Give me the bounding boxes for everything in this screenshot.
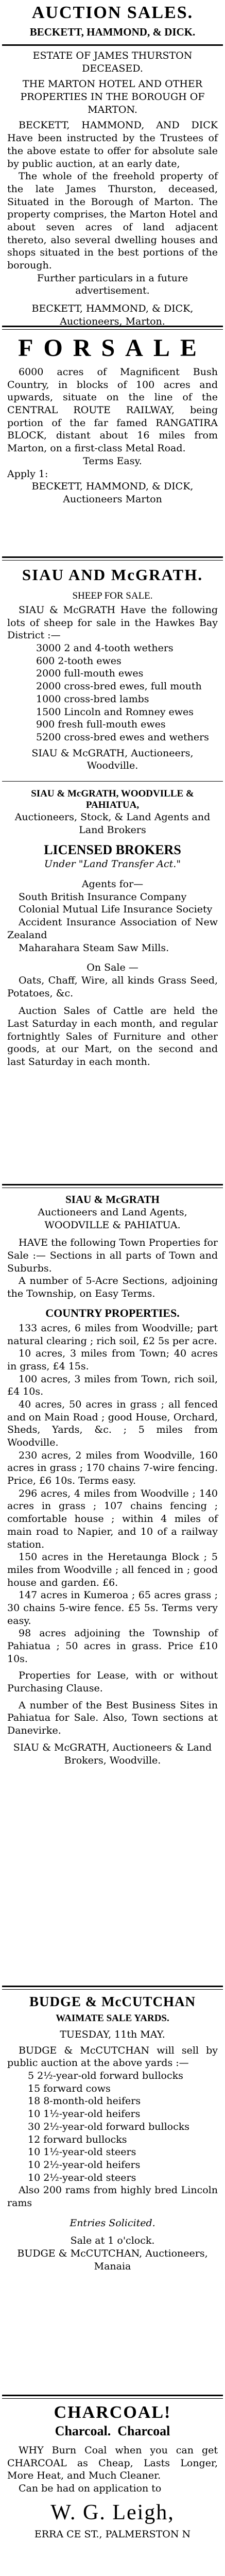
licensed-brokers-heading: LICENSED BROKERS — [44, 842, 181, 858]
sheep-lots — [7, 642, 218, 744]
rams-text: Also 200 rams from highly bred Lincoln rams — [7, 2184, 218, 2209]
sheep-intro: SIAU & McGRATH Have the following lots of sheep for sale in the Hawkes Bay District :— — [7, 604, 218, 641]
budge-intro: BUDGE & McCUTCHAN will sell by public auction at the above yards :— — [7, 2044, 218, 2069]
entries-solicited: Entries Solicited. — [70, 2217, 155, 2229]
divider — [2, 44, 223, 46]
leigh-address: ERRA CE ST., PALMERSTON N — [34, 2528, 191, 2540]
charcoal-title: CHARCOAL! — [54, 2403, 171, 2422]
auction-firm: BECKETT, HAMMOND, & DICK. — [29, 26, 196, 38]
sheep-for-sale-heading: SHEEP FOR SALE. — [72, 590, 153, 601]
sheep-lot: 2000 cross-bred ewes, full mouth — [36, 681, 202, 692]
cattle-lot: 10 2½-year-old heifers — [28, 2159, 141, 2171]
country-property: 98 acres adjoining the Township of Pahiatua ; 50 acres in grass. Price £10 10s. — [7, 1628, 218, 1665]
country-properties-heading: COUNTRY PROPERTIES. — [45, 1306, 180, 1319]
auction-signature: BECKETT, HAMMOND, & DICK, Auctioneers, Marton. — [31, 303, 194, 327]
country-property: 40 acres, 50 acres in grass ; all fenced and on Main Road ; good House, Orchard, Sheds, Yards, &c. ; 5 miles from Woodville. — [7, 1398, 218, 1448]
cattle-lot: 10 2½-year-old steers — [28, 2172, 136, 2183]
town-properties-intro: HAVE the following Town Properties for Sale :— Sections in all parts of Town and Suburbs. — [7, 1237, 218, 1274]
sheep-lot: 900 fresh full-mouth ewes — [36, 719, 166, 731]
divider — [2, 2395, 223, 2399]
auction-sales-body — [7, 49, 218, 328]
auction-paragraph: Further particulars in a future advertisement. — [37, 272, 188, 297]
agent-company: Colonial Mutual Life Insurance Society — [19, 904, 213, 916]
auction-paragraph: The whole of the freehold property of the late James Thurston, deceased, Situated in the Borough of Marton. The property comprises, the Marton Hotel and about seven acres of land adjacent thereto, also several dwelling houses and shops situated in the best portions of the borough. — [7, 171, 218, 271]
siau-properties-ad — [7, 1193, 218, 1767]
budge-title: BUDGE & McCUTCHAN — [29, 1994, 196, 2009]
sheep-lot: 1000 cross-bred lambs — [36, 693, 149, 705]
auction-sales-title: AUCTION SALES. — [31, 3, 194, 22]
for-sale-apply: Apply 1: — [7, 468, 48, 480]
on-sale-text: Oats, Chaff, Wire, all kinds Grass Seed, Potatoes, &c. — [7, 974, 218, 999]
cattle-lot: 10 1½-year-old steers — [28, 2146, 136, 2158]
country-property: 133 acres, 6 miles from Woodville; part natural clearing ; rich soil, £2 5s per acre. — [7, 1322, 218, 1347]
charcoal-application: Can be had on application to — [19, 2483, 162, 2495]
auction-sales-ad — [7, 4, 218, 39]
cattle-lot: 18 8-month-old heifers — [28, 2095, 141, 2107]
cattle-lot: 15 forward cows — [28, 2082, 111, 2094]
for-sale-ad — [7, 336, 218, 506]
country-properties-list — [7, 1322, 218, 1666]
divider — [2, 1986, 223, 1990]
sheep-lot: 600 2-tooth ewes — [36, 655, 122, 667]
charcoal-ad — [7, 2403, 218, 2540]
for-sale-signature: BECKETT, HAMMOND, & DICK, Auctioneers Marton — [31, 481, 194, 505]
lease-text: Properties for Lease, with or without Purchasing Clause. — [7, 1670, 218, 1694]
agent-company: Maharahara Steam Saw Mills. — [19, 942, 169, 954]
siau-agents-roles: Auctioneers, Stock, & Land Agents and Land Brokers — [14, 811, 211, 836]
waimate-sale-yards: WAIMATE SALE YARDS. — [56, 2013, 169, 2024]
country-property: 147 acres in Kumeroa ; 65 acres grass ; 30 chains 5-wire fence. £5 5s. Terms very easy. — [7, 1589, 218, 1626]
siau-agents-firm: SIAU & McGRATH, WOODVILLE & PAHIATUA, — [31, 788, 194, 810]
leigh-name: W. G. Leigh, — [50, 2500, 175, 2524]
agents-for-heading: Agents for— — [81, 878, 144, 890]
country-property: 10 acres, 3 miles from Town; 40 acres in grass, £4 15s. — [7, 1348, 218, 1372]
country-property: 230 acres, 2 miles from Woodville, 160 acres in grass ; 170 chains 7-wire fencing. Price, £6 10s. Terms easy. — [7, 1449, 218, 1487]
siau-agents-ad — [7, 788, 218, 1069]
cattle-lot: 5 2½-year-old forward bullocks — [28, 2070, 183, 2082]
sheep-signature: SIAU & McGRATH, Auctioneers, Woodville. — [31, 747, 194, 772]
auction-schedule-text: Auction Sales of Cattle are held the Last Saturday in each month, and regular fortnightly Sales of Furniture and other goods, at our Mart, on the second and last Saturday in each month. — [7, 1005, 218, 1067]
hotel-heading: THE MARTON HOTEL AND OTHER PROPERTIES IN THE BOROUGH OF MARTON. — [20, 78, 205, 115]
for-sale-terms: Terms Easy. — [83, 455, 142, 467]
estate-heading: ESTATE OF JAMES THURSTON DECEASED. — [32, 50, 193, 74]
sale-date: TUESDAY, 11th MAY. — [60, 2029, 165, 2040]
for-sale-paragraph: 6000 acres of Magnificent Bush Country, in blocks of 100 acres and upwards, situate on the line of the CENTRAL ROUTE RAILWAY, being portion of the far famed RANGATIRA BLOCK, distant about 16 miles from Marton, on a first-class Metal Road. — [7, 366, 218, 454]
divider — [2, 556, 223, 561]
town-sections-text: A number of 5-Acre Sections, adjoining the Township, on Easy Terms. — [7, 1275, 218, 1300]
sheep-lot: 1500 Lincoln and Romney ewes — [36, 706, 194, 718]
cattle-lot: 12 forward bullocks — [28, 2133, 127, 2145]
land-transfer-act: Under "Land Transfer Act." — [44, 858, 181, 870]
agent-company: Accident Insurance Association of New Zealand — [7, 917, 218, 941]
charcoal-paragraph: WHY Burn Coal when you can get CHARCOAL as Cheap, Lasts Longer, More Heat, and Much Cleaner. — [7, 2445, 218, 2482]
agent-company: South British Insurance Company — [19, 891, 187, 903]
sale-time: Sale at 1 o'clock. — [70, 2235, 155, 2247]
divider — [2, 781, 223, 782]
siau-properties-firm: SIAU & McGRATH — [65, 1193, 160, 1206]
cattle-lot: 30 2½-year-old forward bullocks — [28, 2121, 189, 2132]
cattle-lots — [7, 2070, 218, 2184]
country-property: 150 acres in the Heretaunga Block ; 5 miles from Woodville ; all fenced in ; good house and garden. £6. — [7, 1551, 218, 1588]
for-sale-title: FORSALE — [18, 334, 207, 362]
charcoal-tagline: Charcoal. Charcoal — [55, 2424, 170, 2438]
sheep-lot: 2000 full-mouth ewes — [36, 668, 144, 680]
siau-title: SIAU AND McGRATH. — [22, 566, 203, 584]
siau-sheep-ad — [7, 566, 218, 772]
siau-properties-signature: SIAU & McGRATH, Auctioneers & Land Brokers, Woodville. — [13, 1741, 212, 1766]
country-property: 296 acres, 4 miles from Woodville ; 140 acres in grass ; 107 chains fencing ; comfortable house ; within 4 miles of main road to Napier, and 10 of a railway station. — [7, 1487, 218, 1550]
cattle-lot: 10 1½-year-old heifers — [28, 2108, 141, 2120]
auction-paragraph: BECKETT, HAMMOND, AND DICK Have been instructed by the Trustees of the above estate to offer for absolute sale by public auction, at an early date, — [7, 120, 218, 170]
budge-signature: BUDGE & McCUTCHAN, Auctioneers, Manaia — [17, 2248, 208, 2272]
divider — [2, 326, 223, 330]
country-property: 100 acres, 3 miles from Town, rich soil, £4 10s. — [7, 1373, 218, 1398]
on-sale-heading: On Sale — — [86, 962, 139, 974]
business-sites-text: A number of the Best Business Sites in Pahiatua for Sale. Also, Town sections at Danevirke. — [7, 1699, 218, 1737]
siau-properties-roles: Auctioneers and Land Agents, WOODVILLE & PAHIATUA. — [38, 1207, 187, 1231]
budge-ad — [7, 1994, 218, 2273]
divider — [2, 1184, 223, 1188]
sheep-lot: 3000 2 and 4-tooth wethers — [36, 642, 174, 654]
sheep-lot: 5200 cross-bred ewes and wethers — [36, 731, 209, 743]
agents-list — [7, 891, 218, 954]
